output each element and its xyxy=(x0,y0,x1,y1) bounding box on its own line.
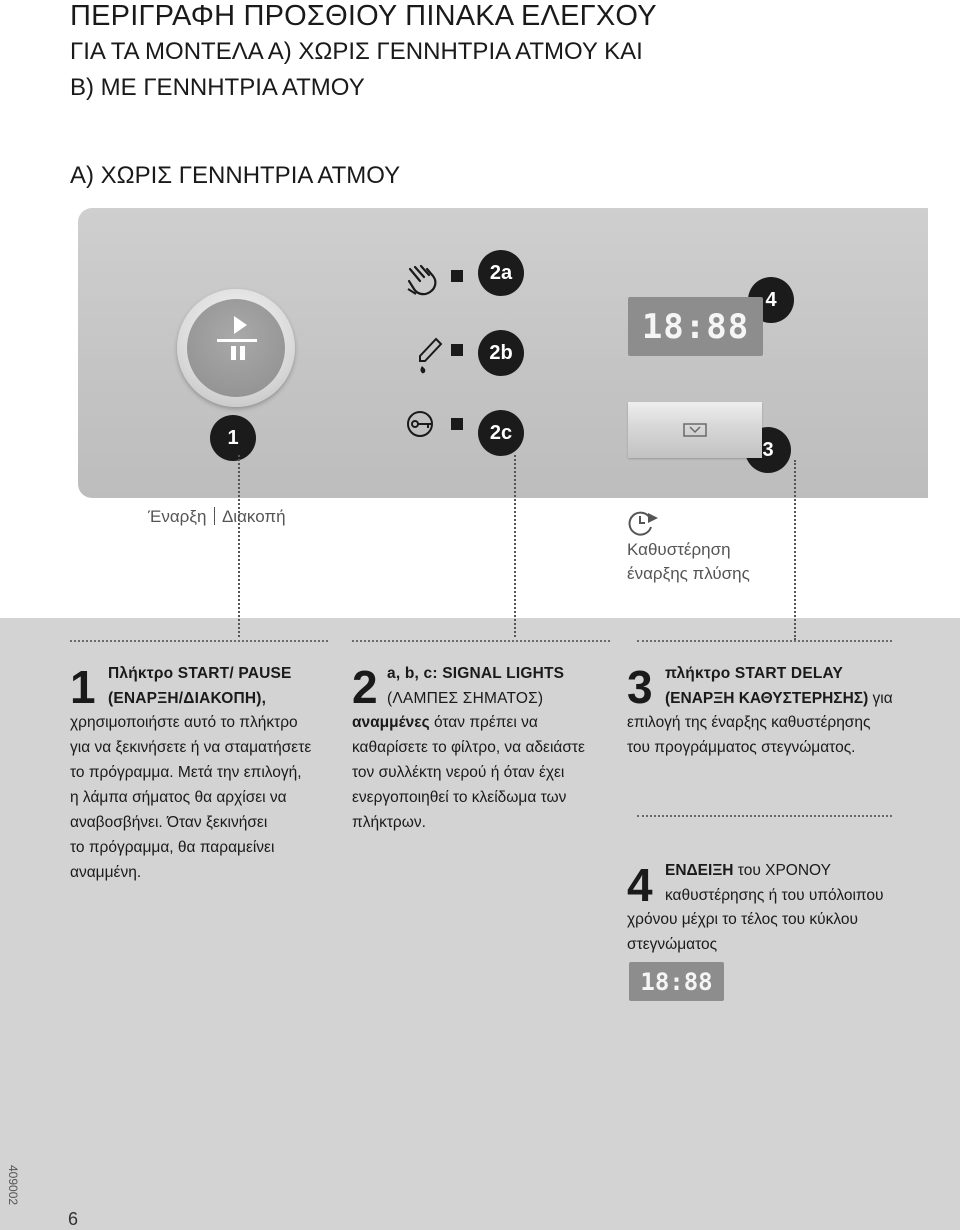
item1-text-line: χρησιμοποιήστε αυτό το πλήκτρο xyxy=(70,714,298,731)
item1-text-line: αναβοσβήνει. Όταν ξεκινήσει xyxy=(70,814,268,831)
item1-text-line: για να ξεκινήσετε ή να σταματήσετε xyxy=(70,739,312,756)
item4-divider xyxy=(637,815,892,817)
item3-emphasis: (ΕΝΑΡΞΗ ΚΑΘΥΣΤΕΡΗΣΗΣ) xyxy=(665,690,869,707)
start-pause-button[interactable] xyxy=(177,289,295,407)
item1-text-line: αναμμένη. xyxy=(70,864,142,881)
clock-delay-icon xyxy=(628,509,660,537)
item2-text-line: καθαρίσετε το φίλτρο, να αδειάστε xyxy=(352,739,585,756)
item1-text-line: το πρόγραμμα. Μετά την επιλογή, xyxy=(70,764,302,781)
callout-badge-2b: 2b xyxy=(478,330,524,376)
item2-heading-line1: a, b, c: SIGNAL LIGHTS xyxy=(387,665,565,682)
key-lock-icon xyxy=(406,410,446,438)
item3-heading-line1: πλήκτρο START DELAY xyxy=(665,665,844,682)
signal-light-2c xyxy=(451,418,463,430)
item2-number: 2 xyxy=(352,661,378,713)
item2-divider xyxy=(352,640,610,642)
delay-button-marker-icon xyxy=(683,423,707,437)
item2-emphasis: αναμμένες xyxy=(352,714,430,731)
item2-text-rest: όταν πρέπει να xyxy=(429,714,538,731)
section-heading: Α) ΧΩΡΙΣ ΓΕΝΝΗΤΡΙΑ ΑΤΜΟΥ xyxy=(70,162,401,189)
item4-heading-rest: του ΧΡΟΝΟΥ xyxy=(733,862,831,879)
item4-text-line: χρόνου μέχρι το τέλος του κύκλου xyxy=(627,911,858,928)
delay-label-line1: Καθυστέρηση xyxy=(627,540,731,559)
leader-line-3 xyxy=(794,460,796,640)
callout-badge-2a: 2a xyxy=(478,250,524,296)
signal-light-2b xyxy=(451,344,463,356)
pause-label: Διακοπή xyxy=(221,507,286,526)
item3-divider xyxy=(637,640,892,642)
start-label: Έναρξη xyxy=(148,507,207,526)
control-panel xyxy=(78,208,928,498)
item4-time-display-text: 18:88 xyxy=(640,967,713,996)
start-pause-button-face xyxy=(187,299,285,397)
item1-heading-line2: (ΕΝΑΡΞΗ/ΔΙΑΚΟΠΗ), xyxy=(108,690,267,707)
item1-heading-line1: Πλήκτρο START/ PAUSE xyxy=(108,665,292,682)
callout-badge-4: 4 xyxy=(748,277,794,323)
item3-text-line: επιλογή της έναρξης καθυστέρησης xyxy=(627,714,871,731)
page-number: 6 xyxy=(68,1209,79,1229)
item1-divider xyxy=(70,640,328,642)
item2-text-line1 xyxy=(352,714,538,732)
item3-heading-rest: για xyxy=(868,690,893,707)
item4-text-line: στεγνώματος xyxy=(627,936,718,953)
leader-line-1 xyxy=(238,455,240,637)
callout-badge-3: 3 xyxy=(745,427,791,473)
time-display xyxy=(628,297,763,356)
item4-heading-line2: καθυστέρησης ή του υπόλοιπου xyxy=(665,887,884,904)
leader-line-2c xyxy=(514,455,516,637)
item2-text-line: πλήκτρων. xyxy=(352,814,426,831)
dropper-icon xyxy=(414,336,444,376)
item4-emphasis: ΕΝΔΕΙΞΗ xyxy=(665,862,734,879)
item2-text-line: τον συλλέκτη νερού ή όταν έχει xyxy=(352,764,565,781)
item4-heading-line1 xyxy=(665,862,831,880)
item1-text-line: η λάμπα σήματος θα αρχίσει να xyxy=(70,789,287,806)
time-display-text: 18:88 xyxy=(641,306,750,347)
item3-number: 3 xyxy=(627,661,653,713)
callout-badge-2c: 2c xyxy=(478,410,524,456)
item3-text-line: του προγράμματος στεγνώματος. xyxy=(627,739,856,756)
item1-text-line: το πρόγραμμα, θα παραμείνει xyxy=(70,839,275,856)
play-pause-icon xyxy=(187,299,285,397)
start-delay-button[interactable] xyxy=(628,402,762,458)
item4-number: 4 xyxy=(627,859,653,911)
start-pause-label xyxy=(148,507,286,527)
label-divider xyxy=(214,507,215,525)
page-subtitle-line2: Β) ΜΕ ΓΕΝΝΗΤΡΙΑ ΑΤΜΟΥ xyxy=(70,74,365,101)
item2-text-line: ενεργοποιηθεί το κλείδωμα των xyxy=(352,789,567,806)
item4-time-display xyxy=(629,962,724,1001)
page-title: ΠΕΡΙΓΡΑΦΗ ΠΡΟΣΘΙΟΥ ΠΙΝΑΚΑ ΕΛΕΓΧΟΥ xyxy=(70,0,657,32)
item3-heading-line2 xyxy=(665,690,893,708)
page-subtitle-line1: ΓΙΑ ΤΑ ΜΟΝΤΕΛΑ Α) ΧΩΡΙΣ ΓΕΝΝΗΤΡΙΑ ΑΤΜΟΥ ΚΑΙ xyxy=(70,38,643,65)
callout-badge-1: 1 xyxy=(210,415,256,461)
delay-label-line2: έναρξης πλύσης xyxy=(627,564,750,583)
item1-number: 1 xyxy=(70,661,96,713)
document-code: 409002 xyxy=(6,1165,20,1206)
item2-heading-line2: (ΛΑΜΠΕΣ ΣΗΜΑΤΟΣ) xyxy=(387,690,544,707)
signal-light-2a xyxy=(451,270,463,282)
hand-clean-icon xyxy=(406,263,442,297)
